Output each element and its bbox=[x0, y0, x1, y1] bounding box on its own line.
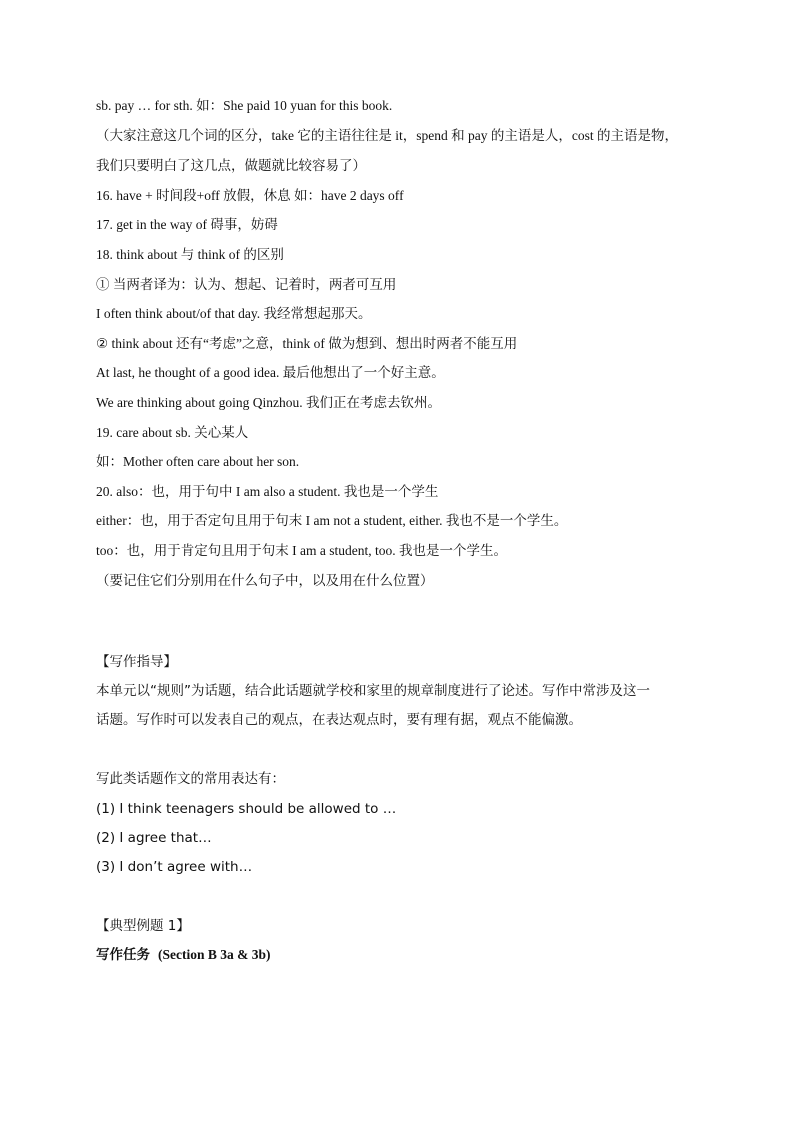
note-line: 20. also：也，用于句中 I am also a student. 我也是一个学生 bbox=[96, 484, 439, 499]
writing-paragraph: 本单元以“规则”为话题，结合此话题就学校和家里的规章制度进行了论述。写作中常涉及这一 bbox=[96, 683, 650, 699]
expressions-intro: 写此类话题作文的常用表达有： bbox=[96, 771, 285, 787]
note-line: 如：Mother often care about her son. bbox=[96, 454, 300, 469]
expression-item: (2) I agree that… bbox=[96, 830, 212, 846]
note-line: I often think about/of that day. 我经常想起那天。 bbox=[96, 306, 372, 321]
task-line bbox=[96, 945, 271, 965]
note-line: either：也，用于否定句且用于句末 I am not a student, either. 我也不是一个学生。 bbox=[96, 513, 568, 528]
note-line: 19. care about sb. 关心某人 bbox=[96, 425, 249, 440]
expression-item: (3) I don’t agree with… bbox=[96, 859, 253, 875]
task-label: 写作任务 bbox=[96, 947, 150, 963]
note-line: At last, he thought of a good idea. 最后他想出了一个好主意。 bbox=[96, 365, 445, 380]
note-line: 16. have + 时间段+off 放假，休息 如：have 2 days off bbox=[96, 188, 404, 203]
writing-paragraph: 话题。写作时可以发表自己的观点，在表达观点时，要有理有据，观点不能偏激。 bbox=[96, 712, 582, 728]
note-line: （大家注意这几个词的区分，take 它的主语往往是 it，spend 和 pay 的主语是人，cost 的主语是物， bbox=[96, 128, 678, 143]
note-line: We are thinking about going Qinzhou. 我们正在考虑去钦州。 bbox=[96, 395, 441, 410]
note-line: 17. get in the way of 碍事，妨碍 bbox=[96, 217, 278, 232]
writing-heading: 【写作指导】 bbox=[96, 654, 177, 670]
note-line: （要记住它们分别用在什么句子中，以及用在什么位置） bbox=[96, 573, 434, 588]
note-line: ① 当两者译为：认为、想起、记着时，两者可互用 bbox=[96, 277, 397, 292]
note-line: sb. pay … for sth. 如：She paid 10 yuan for this book. bbox=[96, 98, 393, 113]
task-reference: (Section B 3a & 3b) bbox=[158, 947, 271, 962]
note-line: 我们只要明白了这几点，做题就比较容易了） bbox=[96, 158, 366, 173]
note-line: ② think about 还有“考虑”之意，think of 做为想到、想出时两者不能互用 bbox=[96, 336, 518, 351]
expression-item: (1) I think teenagers should be allowed to … bbox=[96, 801, 397, 817]
example-heading: 【典型例题 1】 bbox=[96, 918, 190, 934]
note-line: 18. think about 与 think of 的区别 bbox=[96, 247, 284, 262]
note-line: too：也，用于肯定句且用于句末 I am a student, too. 我也是一个学生。 bbox=[96, 543, 507, 558]
